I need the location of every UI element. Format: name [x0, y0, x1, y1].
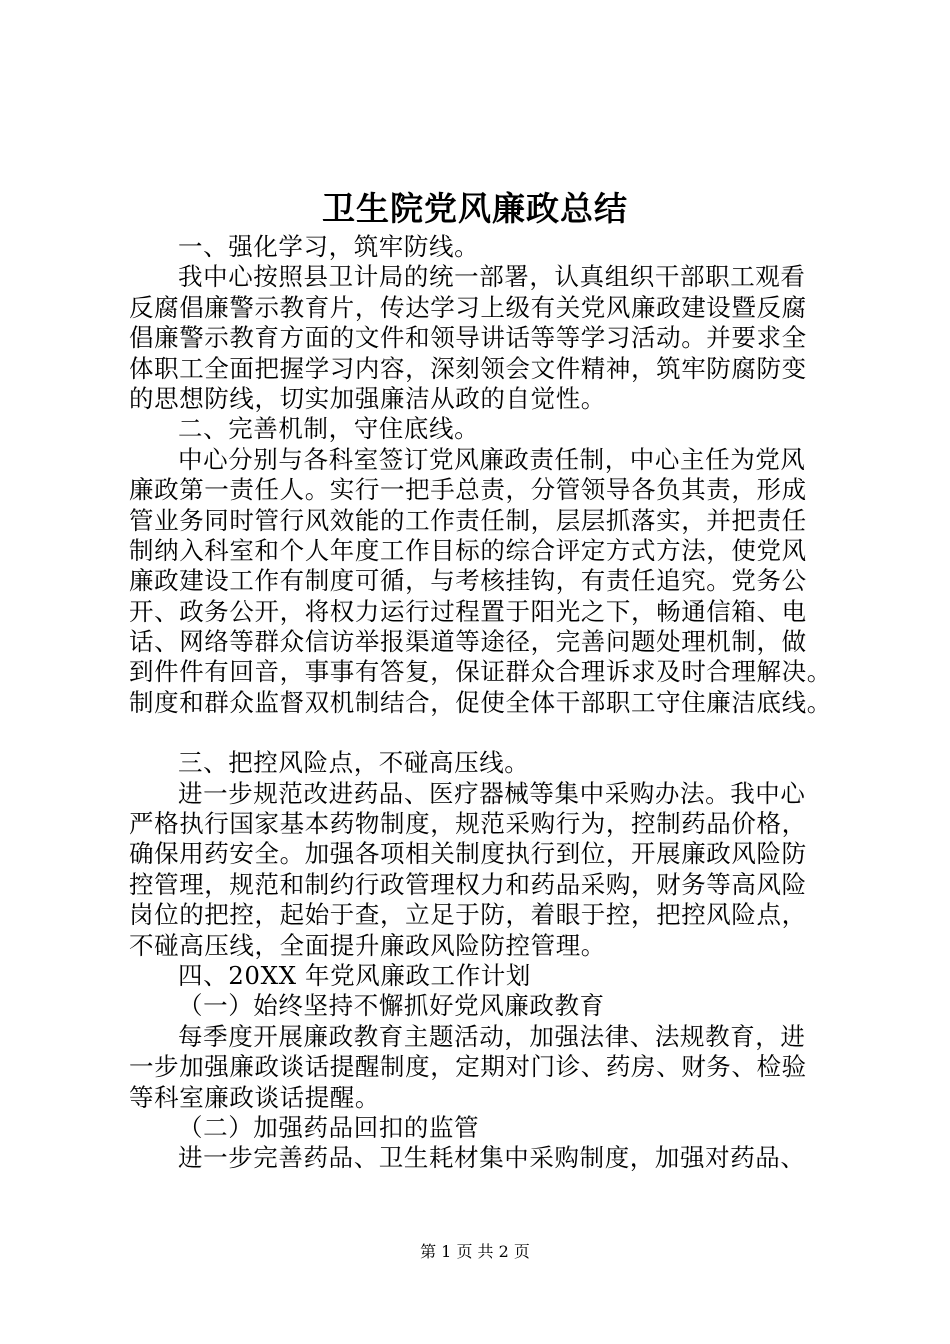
text-line: 进一步规范改进药品、医疗器械等集中采购办法。我中心	[178, 778, 806, 808]
text-line: 等科室廉政谈话提醒。	[129, 1082, 380, 1112]
text-line: 一、强化学习，筑牢防线。	[178, 232, 480, 261]
text-line: 岗位的把控，起始于查，立足于防，着眼于控，把控风险点，	[129, 900, 807, 930]
text-line: 一步加强廉政谈话提醒制度，定期对门诊、药房、财务、检验	[129, 1052, 807, 1082]
text-line: 每季度开展廉政教育主题活动，加强法律、法规教育，进	[178, 1021, 806, 1051]
text-line: 廉政建设工作有制度可循，与考核挂钩，有责任追究。党务公	[129, 566, 807, 596]
text-line: （一）始终坚持不懈抓好党风廉政教育	[178, 991, 605, 1021]
text-line: 确保用药安全。加强各项相关制度执行到位，开展廉政风险防	[129, 839, 807, 869]
text-line: 制纳入科室和个人年度工作目标的综合评定方式方法，使党风	[129, 535, 807, 565]
document-body	[129, 232, 835, 1174]
text-line: 我中心按照县卫计局的统一部署，认真组织干部职工观看	[178, 262, 806, 292]
text-line: 开、政务公开，将权力运行过程置于阳光之下，畅通信箱、电	[129, 596, 807, 626]
text-line: 中心分别与各科室签订党风廉政责任制，中心主任为党风	[178, 444, 806, 474]
text-line: 的思想防线，切实加强廉洁从政的自觉性。	[129, 383, 606, 413]
text-line: 到件件有回音，事事有答复，保证群众合理诉求及时合理解决。	[129, 657, 832, 687]
document-title: 卫生院党风廉政总结	[322, 189, 628, 228]
text-line: 二、完善机制，守住底线。	[178, 414, 480, 444]
text-line: 体职工全面把握学习内容，深刻领会文件精神，筑牢防腐防变	[129, 353, 807, 383]
text-line: 廉政第一责任人。实行一把手总责，分管领导各负其责，形成	[129, 475, 807, 505]
paragraph-gap	[129, 718, 835, 748]
text-line: 管业务同时管行风效能的工作责任制，层层抓落实，并把责任	[129, 505, 807, 535]
text-line: 控管理，规范和制约行政管理权力和药品采购，财务等高风险	[129, 869, 807, 899]
text-line: 倡廉警示教育方面的文件和领导讲话等等学习活动。并要求全	[129, 323, 807, 353]
text-line: 制度和群众监督双机制结合，促使全体干部职工守住廉洁底线。	[129, 687, 832, 717]
text-line: 不碰高压线，全面提升廉政风险防控管理。	[129, 930, 606, 960]
text-line: 四、20XX 年党风廉政工作计划	[178, 960, 531, 990]
text-line: 严格执行国家基本药物制度，规范采购行为，控制药品价格，	[129, 809, 807, 839]
text-line: （二）加强药品回扣的监管	[178, 1112, 480, 1142]
page-footer: 第 1 页 共 2 页	[420, 1242, 530, 1261]
text-line: 话、网络等群众信访举报渠道等途径，完善问题处理机制，做	[129, 627, 807, 657]
text-line: 反腐倡廉警示教育片，传达学习上级有关党风廉政建设暨反腐	[129, 292, 807, 322]
text-line: 三、把控风险点，不碰高压线。	[178, 748, 530, 778]
text-line: 进一步完善药品、卫生耗材集中采购制度，加强对药品、	[178, 1143, 806, 1173]
